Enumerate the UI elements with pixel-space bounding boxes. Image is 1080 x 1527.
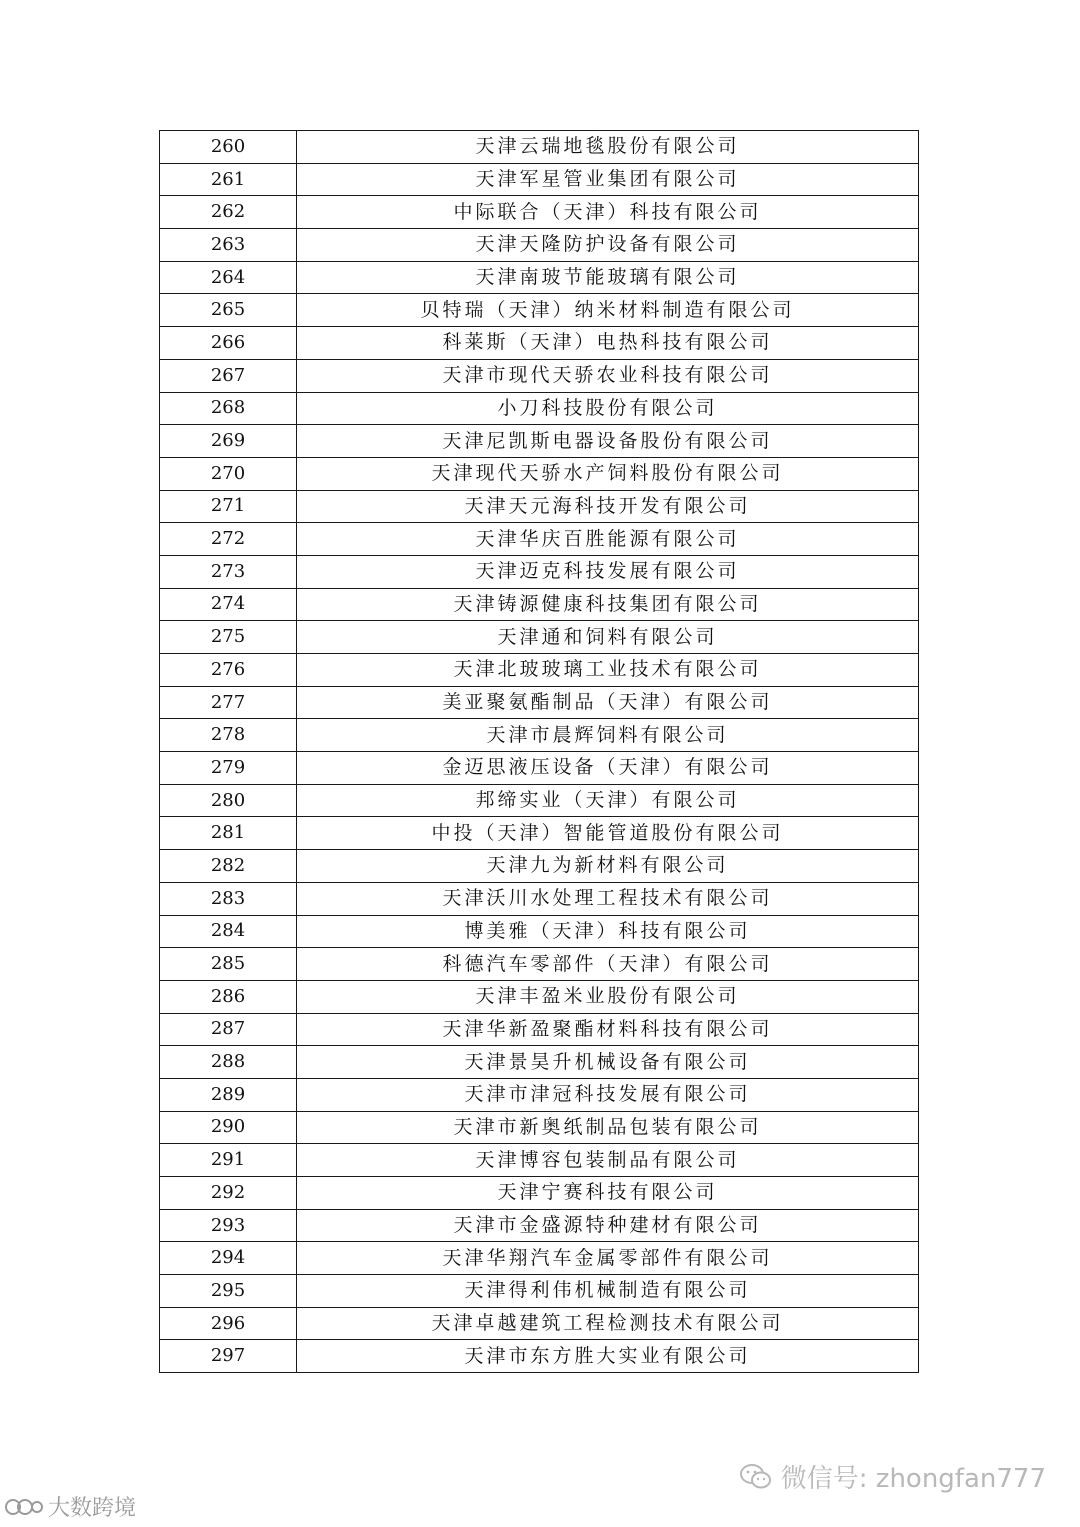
row-number: 288	[160, 1046, 297, 1079]
company-name: 天津天隆防护设备有限公司	[297, 229, 919, 262]
company-name: 科莱斯（天津）电热科技有限公司	[297, 327, 919, 360]
company-name: 贝特瑞（天津）纳米材料制造有限公司	[297, 294, 919, 327]
table-row	[160, 1111, 919, 1144]
table-row	[160, 784, 919, 817]
company-name: 天津得利伟机械制造有限公司	[297, 1275, 919, 1308]
company-name: 天津南玻节能玻璃有限公司	[297, 261, 919, 294]
row-number: 292	[160, 1177, 297, 1210]
company-name: 金迈思液压设备（天津）有限公司	[297, 752, 919, 785]
table-row	[160, 1078, 919, 1111]
company-name: 天津北玻玻璃工业技术有限公司	[297, 654, 919, 687]
table-row	[160, 1307, 919, 1340]
table-row	[160, 654, 919, 687]
table-row	[160, 588, 919, 621]
table-row	[160, 948, 919, 981]
company-name: 天津丰盈米业股份有限公司	[297, 980, 919, 1013]
company-name: 天津尼凯斯电器设备股份有限公司	[297, 425, 919, 458]
row-number: 262	[160, 196, 297, 229]
row-number: 293	[160, 1209, 297, 1242]
row-number: 271	[160, 490, 297, 523]
row-number: 261	[160, 163, 297, 196]
table-row	[160, 980, 919, 1013]
company-name: 天津华翔汽车金属零部件有限公司	[297, 1242, 919, 1275]
row-number: 297	[160, 1340, 297, 1373]
row-number: 280	[160, 784, 297, 817]
company-name: 美亚聚氨酯制品（天津）有限公司	[297, 686, 919, 719]
company-name: 天津宁赛科技有限公司	[297, 1177, 919, 1210]
company-name: 天津卓越建筑工程检测技术有限公司	[297, 1307, 919, 1340]
table-row	[160, 555, 919, 588]
company-name: 天津华新盈聚酯材料科技有限公司	[297, 1013, 919, 1046]
wechat-id-text: 微信号: zhongfan777	[780, 1464, 1046, 1494]
company-table	[159, 130, 919, 1373]
row-number: 294	[160, 1242, 297, 1275]
table-row	[160, 457, 919, 490]
table-row	[160, 1275, 919, 1308]
row-number: 260	[160, 131, 297, 164]
table-row	[160, 261, 919, 294]
row-number: 263	[160, 229, 297, 262]
row-number: 277	[160, 686, 297, 719]
company-name: 天津市新奥纸制品包装有限公司	[297, 1111, 919, 1144]
row-number: 289	[160, 1078, 297, 1111]
brand-watermark	[4, 1491, 136, 1522]
row-number: 284	[160, 915, 297, 948]
row-number: 281	[160, 817, 297, 850]
table-row	[160, 1177, 919, 1210]
table-row	[160, 229, 919, 262]
table-row	[160, 752, 919, 785]
row-number: 278	[160, 719, 297, 752]
table-row	[160, 1242, 919, 1275]
row-number: 264	[160, 261, 297, 294]
company-name: 天津铸源健康科技集团有限公司	[297, 588, 919, 621]
table-row	[160, 294, 919, 327]
row-number: 290	[160, 1111, 297, 1144]
row-number: 270	[160, 457, 297, 490]
table-row	[160, 621, 919, 654]
row-number: 276	[160, 654, 297, 687]
row-number: 266	[160, 327, 297, 360]
table-row	[160, 850, 919, 883]
row-number: 285	[160, 948, 297, 981]
company-name: 天津云瑞地毯股份有限公司	[297, 131, 919, 164]
table-row	[160, 523, 919, 556]
company-name: 天津市金盛源特种建材有限公司	[297, 1209, 919, 1242]
company-name: 天津军星管业集团有限公司	[297, 163, 919, 196]
row-number: 279	[160, 752, 297, 785]
row-number: 273	[160, 555, 297, 588]
wechat-icon	[739, 1463, 773, 1491]
row-number: 269	[160, 425, 297, 458]
table-row	[160, 686, 919, 719]
table-row	[160, 425, 919, 458]
table-row	[160, 490, 919, 523]
wechat-watermark	[739, 1458, 1046, 1495]
row-number: 295	[160, 1275, 297, 1308]
table-row	[160, 1046, 919, 1079]
row-number: 275	[160, 621, 297, 654]
table-row	[160, 1340, 919, 1373]
table-row	[160, 915, 919, 948]
company-name: 科德汽车零部件（天津）有限公司	[297, 948, 919, 981]
table-row	[160, 1144, 919, 1177]
row-number: 296	[160, 1307, 297, 1340]
row-number: 291	[160, 1144, 297, 1177]
row-number: 287	[160, 1013, 297, 1046]
company-name: 天津迈克科技发展有限公司	[297, 555, 919, 588]
company-name: 天津华庆百胜能源有限公司	[297, 523, 919, 556]
table-body	[160, 131, 919, 1373]
table-row	[160, 1209, 919, 1242]
table-row	[160, 817, 919, 850]
company-name: 天津博容包装制品有限公司	[297, 1144, 919, 1177]
row-number: 268	[160, 392, 297, 425]
company-name: 天津市东方胜大实业有限公司	[297, 1340, 919, 1373]
company-name: 邦缔实业（天津）有限公司	[297, 784, 919, 817]
row-number: 282	[160, 850, 297, 883]
company-name: 天津通和饲料有限公司	[297, 621, 919, 654]
row-number: 267	[160, 359, 297, 392]
company-name: 小刀科技股份有限公司	[297, 392, 919, 425]
table-row	[160, 1013, 919, 1046]
row-number: 286	[160, 980, 297, 1013]
company-name: 天津现代天骄水产饲料股份有限公司	[297, 457, 919, 490]
row-number: 283	[160, 882, 297, 915]
company-name: 天津市晨辉饲料有限公司	[297, 719, 919, 752]
company-name: 天津景昊升机械设备有限公司	[297, 1046, 919, 1079]
company-name: 天津九为新材料有限公司	[297, 850, 919, 883]
company-name: 中投（天津）智能管道股份有限公司	[297, 817, 919, 850]
table-row	[160, 719, 919, 752]
table-row	[160, 392, 919, 425]
table-row	[160, 327, 919, 360]
table-row	[160, 196, 919, 229]
row-number: 272	[160, 523, 297, 556]
table-row	[160, 131, 919, 164]
table-row	[160, 882, 919, 915]
brand-text: 大数跨境	[48, 1496, 137, 1521]
table-row	[160, 163, 919, 196]
company-name: 天津天元海科技开发有限公司	[297, 490, 919, 523]
brand-logo-icon	[4, 1494, 44, 1520]
company-name: 博美雅（天津）科技有限公司	[297, 915, 919, 948]
company-name: 天津市现代天骄农业科技有限公司	[297, 359, 919, 392]
table-row	[160, 359, 919, 392]
row-number: 274	[160, 588, 297, 621]
company-name: 天津市津冠科技发展有限公司	[297, 1078, 919, 1111]
row-number: 265	[160, 294, 297, 327]
company-name: 天津沃川水处理工程技术有限公司	[297, 882, 919, 915]
company-name: 中际联合（天津）科技有限公司	[297, 196, 919, 229]
